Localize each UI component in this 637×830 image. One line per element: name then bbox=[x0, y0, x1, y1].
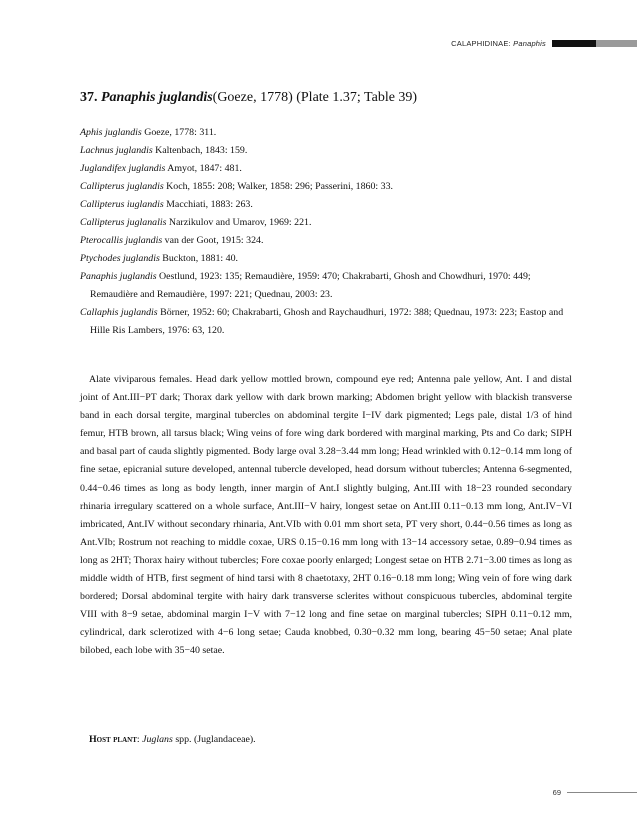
host-plant bbox=[89, 731, 569, 749]
synonym-name: Callipterus iuglandis bbox=[80, 199, 164, 210]
synonym-citation: Kaltenbach, 1843: 159. bbox=[152, 145, 248, 156]
synonym-name: Callipterus juglanalis bbox=[80, 217, 167, 228]
synonym-citation: Koch, 1855: 208; Walker, 1858: 296; Passerini, 1860: 33. bbox=[163, 181, 393, 192]
synonym-item bbox=[80, 268, 570, 304]
running-head-genus: Panaphis bbox=[513, 38, 546, 48]
synonym-list bbox=[80, 124, 570, 340]
running-head bbox=[451, 38, 637, 48]
host-plant-rest: spp. (Juglandaceae). bbox=[172, 734, 256, 745]
synonym-item bbox=[80, 304, 570, 340]
synonym-item bbox=[80, 232, 570, 250]
synonym-name: Lachnus juglandis bbox=[80, 145, 153, 156]
synonym-citation: Oestlund, 1923: 135; Remaudière, 1959: 470; Chakrabarti, Ghosh and Chowdhuri, 1970: 449; Remaudière and Remaudière, 1997: 221; Quednau, 2003: 23. bbox=[90, 271, 531, 300]
synonym-name: Aphis juglandis bbox=[80, 127, 142, 138]
synonym-name: Callaphis juglandis bbox=[80, 307, 158, 318]
synonym-item bbox=[80, 250, 570, 268]
synonym-citation: Goeze, 1778: 311. bbox=[141, 127, 217, 138]
synonym-citation: Börner, 1952: 60; Chakrabarti, Ghosh and Raychaudhuri, 1972: 388; Quednau, 1973: 223; Eastop and Hille Ris Lambers, 1976: 63, 120. bbox=[90, 307, 564, 336]
running-head-grey-bar bbox=[596, 40, 637, 47]
species-number: 37. bbox=[80, 90, 98, 105]
synonym-item bbox=[80, 142, 570, 160]
page-number: 69 bbox=[552, 787, 561, 797]
synonym-name: Panaphis juglandis bbox=[80, 271, 157, 282]
synonym-item bbox=[80, 160, 570, 178]
running-head-subfamily: CALAPHIDINAE: bbox=[451, 38, 511, 48]
species-binomial: Panaphis juglandis bbox=[101, 90, 213, 105]
synonym-name: Ptychodes juglandis bbox=[80, 253, 160, 264]
host-plant-label: Host plant bbox=[89, 734, 137, 745]
synonym-citation: Macchiati, 1883: 263. bbox=[163, 199, 253, 210]
synonym-name: Pterocallis juglandis bbox=[80, 235, 163, 246]
page-footer bbox=[553, 786, 637, 798]
synonym-item bbox=[80, 178, 570, 196]
synonym-name: Juglandifex juglandis bbox=[80, 163, 166, 174]
species-title bbox=[80, 89, 580, 107]
synonym-item bbox=[80, 196, 570, 214]
synonym-item bbox=[80, 124, 570, 142]
synonym-citation: van der Goot, 1915: 324. bbox=[162, 235, 264, 246]
host-plant-genus: Juglans bbox=[142, 734, 173, 745]
synonym-item bbox=[80, 214, 570, 232]
running-head-section bbox=[451, 39, 546, 48]
footer-rule bbox=[567, 792, 637, 793]
description-paragraph: Alate viviparous females. Head dark yellow mottled brown, compound eye red; Antenna pale yellow, Ant. I and distal joint of Ant.III−PT dark; Thorax dark yellow with dark brown marking; Abdomen bright yellow with blackish transverse band in each dorsal tergite, marginal tubercles on abdominal tergite I−IV dark pigmented; Legs pale, distal 1/3 of hind femur, HTB brown, all tarsus black; Wing veins of fore wing dark bordered with marginal marking, Pts and Co dark; SIPH and basal part of cauda slightly pigmented. Body large oval 3.28−3.44 mm long; Head wrinkled with 0.12−0.14 mm long of fine setae, epicranial suture developed, antennal tubercle developed, head dorsum without tubercles; Antenna 6-segmented, 0.44−0.46 times as long as body length, inner margin of Ant.I slightly bulging, Ant.III with 18−23 rounded secondary rhinaria irregulary scattered on a whole surface, Ant.III−V hairy, longest setae on Ant.III 0.11−0.13 mm long, Ant.IV−VI imbricated, Ant.IV without secondary rhinaria, Ant.VIb with 0.01 mm short seta, PT very short, 0.44−0.56 times as long as Ant.VIb; Rostrum not reaching to middle coxae, URS 0.15−0.16 mm long with 13−14 accessory setae, 0.89−0.94 times as long as 2HT; Thorax hairy without tubercles; Fore coxae poorly enlarged; Longest setae on HTB 2.71−3.00 times as long as middle width of HTB, first segment of hind tarsi with 8 chaetotaxy, 2HT 0.16−0.18 mm long; Wing vein of fore wing dark bordered; Dorsal abdominal tergite with hairy dark transverse sclerites without conspicuous tubercles, abdominal tergite VIII with 8−9 setae, abdominal margin I−V with 7−12 long and fine setae on marginal tubercles; SIPH 0.11−0.12 mm, cylindrical, dark sclerotized with 4−6 long setae; Cauda knobbed, 0.30−0.32 mm long, bearing 45−50 setae; Anal plate bilobed, each lobe with 35−40 setae. bbox=[80, 374, 572, 657]
synonym-citation: Amyot, 1847: 481. bbox=[165, 163, 242, 174]
synonym-name: Callipterus juglandis bbox=[80, 181, 164, 192]
host-plant-separator: : bbox=[136, 734, 143, 745]
synonym-citation: Buckton, 1881: 40. bbox=[159, 253, 238, 264]
species-authority: (Goeze, 1778) (Plate 1.37; Table 39) bbox=[212, 90, 418, 105]
running-head-black-bar bbox=[552, 40, 596, 47]
synonym-citation: Narzikulov and Umarov, 1969: 221. bbox=[166, 217, 312, 228]
